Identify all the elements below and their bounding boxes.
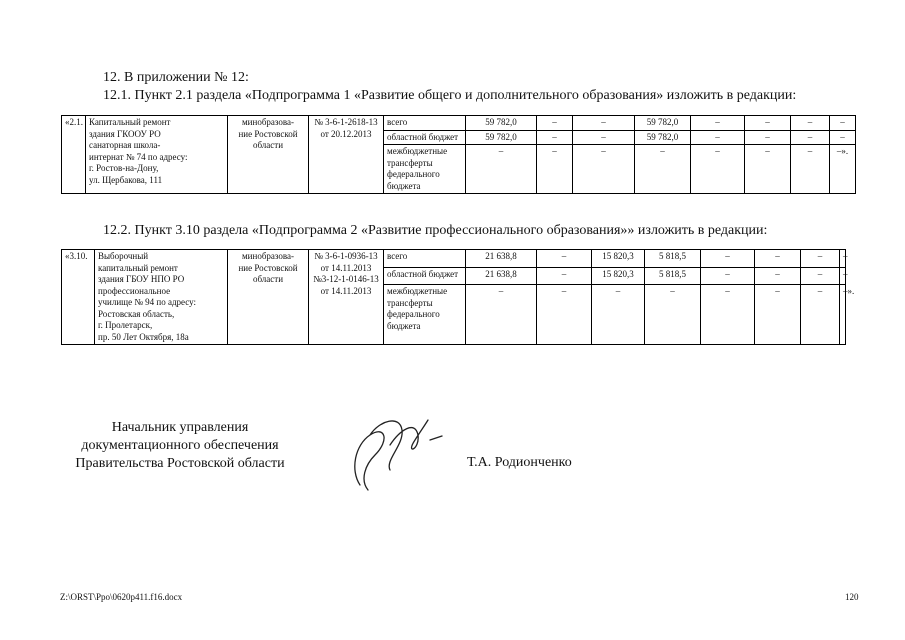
footer-file-path: Z:\ORST\Ppo\0620p411.f16.docx bbox=[60, 592, 183, 602]
cell: – bbox=[466, 145, 537, 194]
cell: – bbox=[573, 130, 635, 145]
funding-label: межбюджетные трансферты федерального бюджета bbox=[384, 285, 466, 345]
executor: минобразова- ние Ростовской области bbox=[228, 250, 309, 345]
cell: –». bbox=[840, 285, 846, 345]
documents: № 3-6-1-2618-13 от 20.12.2013 bbox=[309, 116, 384, 194]
cell: – bbox=[645, 285, 701, 345]
cell: – bbox=[537, 116, 573, 131]
row-number: «3.10. bbox=[62, 250, 95, 345]
cell: – bbox=[635, 145, 691, 194]
cell: 15 820,3 bbox=[592, 267, 645, 285]
funding-label: межбюджетные трансферты федерального бюджета bbox=[384, 145, 466, 194]
cell: – bbox=[791, 145, 830, 194]
funding-label: областной бюджет bbox=[384, 130, 466, 145]
funding-label: всего bbox=[384, 116, 466, 131]
cell: –». bbox=[830, 145, 856, 194]
object-name: Выборочный капитальный ремонт здания ГБОУ НПО РО профессиональное училище № 94 по адресу: Ростовская область, г. Пролетарск, пр. 50 Лет Октября, 18а bbox=[95, 250, 228, 345]
cell: – bbox=[840, 267, 846, 285]
table-row bbox=[62, 116, 856, 131]
cell: 15 820,3 bbox=[592, 250, 645, 268]
funding-label: всего bbox=[384, 250, 466, 268]
cell: – bbox=[755, 285, 801, 345]
cell: – bbox=[537, 250, 592, 268]
funding-label: областной бюджет bbox=[384, 267, 466, 285]
cell: – bbox=[592, 285, 645, 345]
cell: – bbox=[830, 116, 856, 131]
cell: 59 782,0 bbox=[635, 130, 691, 145]
table-row bbox=[62, 250, 846, 268]
cell: 59 782,0 bbox=[466, 116, 537, 131]
item-1-heading: 12.1. Пункт 2.1 раздела «Подпрограмма 1 «Развитие общего и дополнительного образования» изложить в редакции: bbox=[103, 88, 797, 103]
cell: 59 782,0 bbox=[466, 130, 537, 145]
table-item-3-10 bbox=[61, 249, 855, 345]
section-heading: 12. В приложении № 12: bbox=[103, 70, 249, 85]
cell: – bbox=[755, 267, 801, 285]
cell: – bbox=[537, 285, 592, 345]
signatory-position: Начальник управления документационного обеспечения Правительства Ростовской области bbox=[75, 420, 285, 471]
row-number: «2.1. bbox=[62, 116, 86, 194]
cell: – bbox=[801, 250, 840, 268]
cell: – bbox=[755, 250, 801, 268]
cell: – bbox=[466, 285, 537, 345]
cell: – bbox=[840, 250, 846, 268]
cell: – bbox=[801, 267, 840, 285]
cell: – bbox=[745, 145, 791, 194]
handwritten-signature bbox=[330, 410, 450, 500]
cell: – bbox=[573, 145, 635, 194]
cell: – bbox=[701, 285, 755, 345]
cell: – bbox=[691, 145, 745, 194]
cell: – bbox=[691, 130, 745, 145]
cell: – bbox=[745, 116, 791, 131]
object-name: Капитальный ремонт здания ГКООУ РО санаторная школа- интернат № 74 по адресу: г. Ростов-на-Дону, ул. Щербакова, 111 bbox=[86, 116, 228, 194]
cell: – bbox=[791, 116, 830, 131]
cell: – bbox=[745, 130, 791, 145]
cell: 5 818,5 bbox=[645, 267, 701, 285]
cell: – bbox=[830, 130, 856, 145]
cell: 5 818,5 bbox=[645, 250, 701, 268]
cell: – bbox=[701, 267, 755, 285]
cell: – bbox=[691, 116, 745, 131]
cell: – bbox=[791, 130, 830, 145]
cell: – bbox=[573, 116, 635, 131]
cell: – bbox=[537, 145, 573, 194]
cell: – bbox=[801, 285, 840, 345]
cell: – bbox=[537, 130, 573, 145]
item-2-heading: 12.2. Пункт 3.10 раздела «Подпрограмма 2 «Развитие профессионального образования»» изложить в редакции: bbox=[103, 223, 768, 238]
page-number: 120 bbox=[845, 592, 859, 602]
cell: 21 638,8 bbox=[466, 250, 537, 268]
cell: – bbox=[537, 267, 592, 285]
documents: № 3-6-1-0936-13 от 14.11.2013 №3-12-1-0146-13 от 14.11.2013 bbox=[309, 250, 384, 345]
table-item-2-1 bbox=[61, 115, 856, 194]
signatory-name: Т.А. Родионченко bbox=[467, 455, 572, 470]
cell: 21 638,8 bbox=[466, 267, 537, 285]
cell: 59 782,0 bbox=[635, 116, 691, 131]
executor: минобразова- ние Ростовской области bbox=[228, 116, 309, 194]
cell: – bbox=[701, 250, 755, 268]
